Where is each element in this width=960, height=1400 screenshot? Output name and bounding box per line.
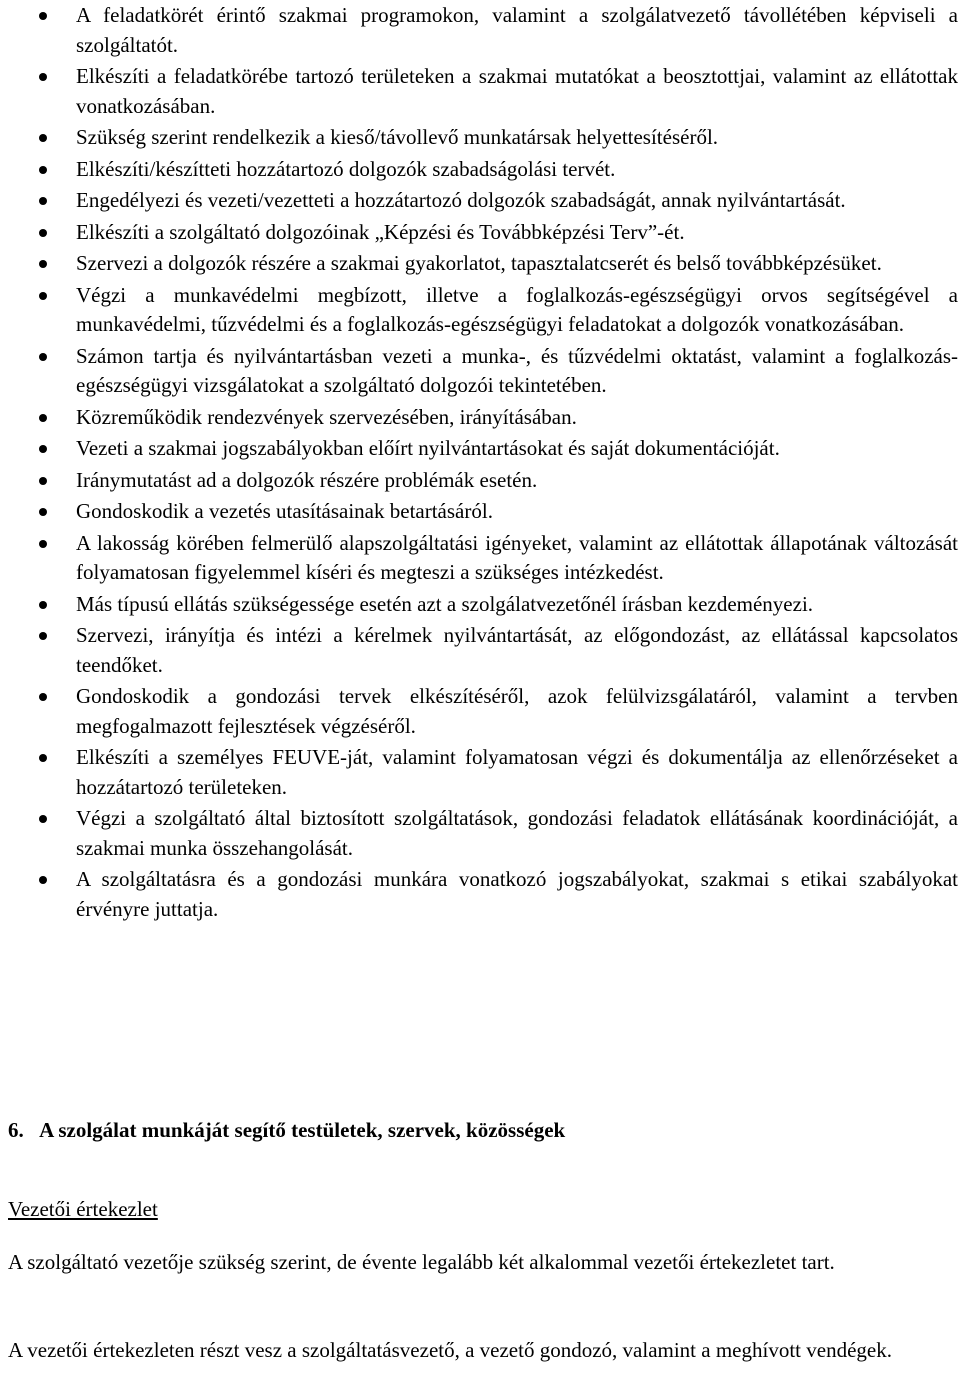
- list-item: [0, 123, 958, 153]
- list-item-text: Elkészíti a feladatkörébe tartozó területeken a szakmai mutatókat a beosztottjai, valamint az ellátottak vonatkozásában.: [76, 64, 958, 118]
- list-item-text: Szervezi a dolgozók részére a szakmai gyakorlatot, tapasztalatcserét és belső továbbképzésüket.: [76, 251, 882, 275]
- body-paragraph: A szolgáltató vezetője szükség szerint, de évente legalább két alkalommal vezetői értekezletet tart.: [8, 1250, 835, 1274]
- list-item: [0, 218, 958, 248]
- list-item-text: Szervezi, irányítja és intézi a kérelmek nyilvántartását, az előgondozást, az ellátással kapcsolatos teendőket.: [76, 623, 958, 677]
- bullet-dot-icon: [39, 876, 47, 884]
- list-item-text: Szükség szerint rendelkezik a kieső/távollevő munkatársak helyettesítéséről.: [76, 125, 719, 149]
- list-item: [0, 186, 958, 216]
- bullet-dot-icon: [39, 292, 47, 300]
- list-item: [0, 804, 958, 863]
- list-item-text: A szolgáltatásra és a gondozási munkára vonatkozó jogszabályokat, szakmai s etikai szabályokat érvényre juttatja.: [76, 867, 958, 921]
- list-item: [0, 529, 958, 588]
- bullet-dot-icon: [39, 477, 47, 485]
- list-item-text: Gondoskodik a vezetés utasításainak betartásáról.: [76, 499, 493, 523]
- list-item-text: Más típusú ellátás szükségessége esetén azt a szolgálatvezetőnél írásban kezdeményezi.: [76, 591, 814, 616]
- bullet-dot-icon: [39, 414, 47, 422]
- list-item: [0, 62, 958, 121]
- list-item: [0, 682, 958, 741]
- list-item-text: Gondoskodik a gondozási tervek elkészítéséről, azok felülvizsgálatáról, valamint a tervben megfogalmazott fejlesztések végzéséről.: [76, 684, 958, 738]
- bullet-dot-icon: [39, 601, 47, 609]
- list-item-text: Elkészíti a személyes FEUVE-ját, valamint folyamatosan végzi és dokumentálja az ellenőrzéseket a hozzátartozó területeken.: [76, 745, 958, 799]
- list-item: [0, 466, 958, 496]
- bullet-dot-icon: [39, 632, 47, 640]
- bullet-dot-icon: [39, 353, 47, 361]
- list-item-text: Közreműködik rendezvények szervezésében, irányításában.: [76, 404, 577, 429]
- list-item-text: Vezeti a szakmai jogszabályokban előírt nyilvántartásokat és saját dokumentációját.: [76, 436, 780, 460]
- list-item: [0, 155, 958, 185]
- list-item: [0, 621, 958, 680]
- list-item: [0, 865, 958, 924]
- bullet-dot-icon: [39, 134, 47, 142]
- bullet-dot-icon: [39, 693, 47, 701]
- duty-list: [0, 1, 958, 926]
- bullet-dot-icon: [39, 73, 47, 81]
- section-heading: [8, 1116, 565, 1146]
- bullet-dot-icon: [39, 12, 47, 20]
- list-item-text: Számon tartja és nyilvántartásban vezeti a munka-, és tűzvédelmi oktatást, valamint a foglalkozás-egészségügyi vizsgálatokat a szolgáltató dolgozói tekintetében.: [76, 343, 958, 397]
- list-item: [0, 403, 958, 433]
- bullet-dot-icon: [39, 166, 47, 174]
- bullet-dot-icon: [39, 815, 47, 823]
- list-item: [0, 590, 958, 620]
- bullet-dot-icon: [39, 540, 47, 548]
- bullet-dot-icon: [39, 260, 47, 268]
- list-item: [0, 434, 958, 464]
- section-title: A szolgálat munkáját segítő testületek, szervek, közösségek: [39, 1118, 566, 1142]
- bullet-dot-icon: [39, 229, 47, 237]
- list-item: [0, 249, 958, 279]
- list-item-text: A feladatkörét érintő szakmai programokon, valamint a szolgálatvezető távollétében képviseli a szolgáltatót.: [76, 3, 958, 57]
- list-item: [0, 281, 958, 340]
- list-item: [0, 497, 958, 527]
- list-item: [0, 743, 958, 802]
- list-item: [0, 342, 958, 401]
- section-number: 6.: [8, 1118, 24, 1142]
- list-item-text: A lakosság körében felmerülő alapszolgáltatási igényeket, valamint az ellátottak állapotának változását folyamatosan figyelemmel kíséri és megteszi a szükséges intézkedést.: [76, 530, 958, 584]
- bullet-dot-icon: [39, 197, 47, 205]
- bullet-dot-icon: [39, 445, 47, 453]
- body-paragraph: A vezetői értekezleten részt vesz a szolgáltatásvezető, a vezető gondozó, valamint a meghívott vendégek.: [8, 1338, 892, 1362]
- list-item-text: Elkészíti/készítteti hozzátartozó dolgozók szabadságolási tervét.: [76, 156, 616, 181]
- list-item-text: Végzi a munkavédelmi megbízott, illetve a foglalkozás-egészségügyi orvos segítségével a munkavédelmi, tűzvédelmi és a foglalkozás-egészségügyi feladatokat a dolgozók vonatkozásában.: [76, 282, 958, 336]
- subsection-title: Vezetői értekezlet: [8, 1197, 158, 1221]
- list-item-text: Engedélyezi és vezeti/vezetteti a hozzátartozó dolgozók szabadságát, annak nyilvántartását.: [76, 188, 846, 212]
- list-item-text: Végzi a szolgáltató által biztosított szolgáltatások, gondozási feladatok ellátásának koordinációját, a szakmai munka összehangolását.: [76, 806, 958, 860]
- list-item: [0, 1, 958, 60]
- bullet-dot-icon: [39, 754, 47, 762]
- list-item-text: Elkészíti a szolgáltató dolgozóinak „Képzési és Továbbképzési Terv”-ét.: [76, 219, 685, 244]
- list-item-text: Iránymutatást ad a dolgozók részére problémák esetén.: [76, 467, 538, 492]
- bullet-dot-icon: [39, 508, 47, 516]
